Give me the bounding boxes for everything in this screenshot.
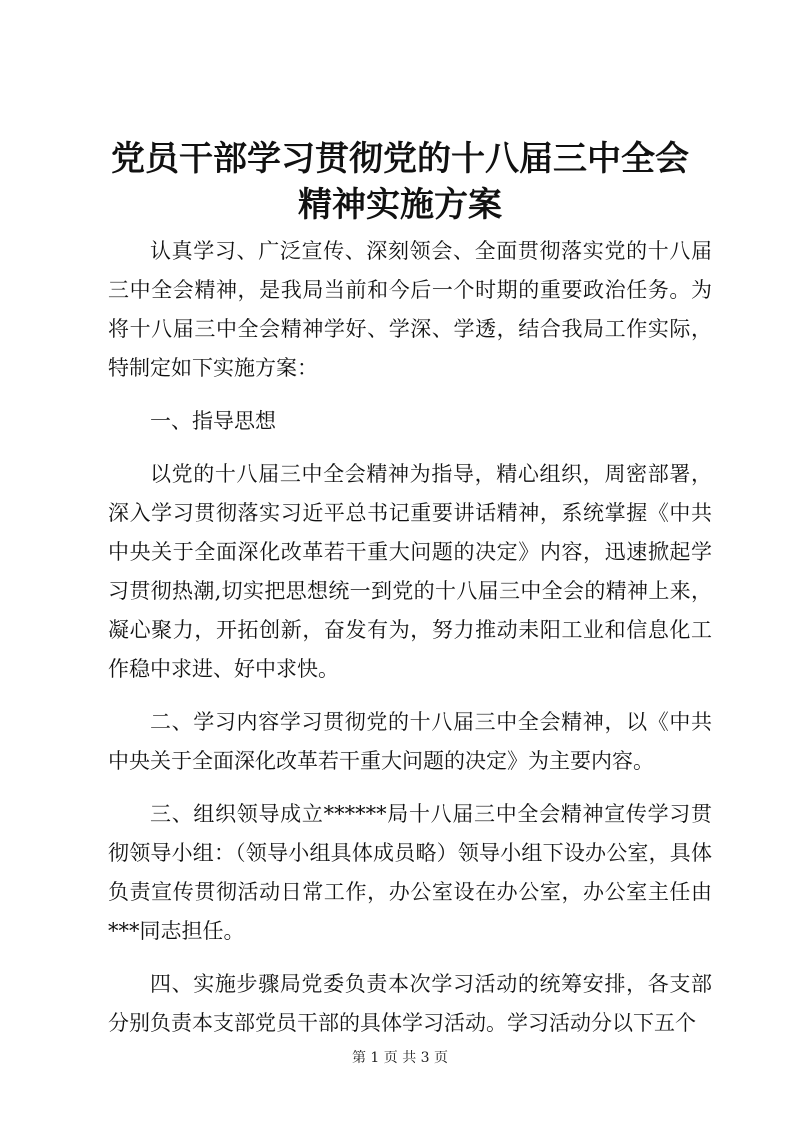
paragraph-organization: 三、组织领导成立******局十八届三中全会精神宣传学习贯彻领导小组：（领导小组具体成员略）领导小组下设办公室，具体负责宣传贯彻活动日常工作，办公室设在办公室，办公室主任由***同志担任。 bbox=[108, 802, 712, 943]
paragraph-guiding-ideology: 以党的十八届三中全会精神为指导，精心组织，周密部署，深入学习贯彻落实习近平总书记重要讲话精神，系统掌握《中共中央关于全面深化改革若干重大问题的决定》内容，迅速掀起学习贯彻热潮,切实把思想统一到党的十八届三中全会的精神上来，凝心聚力，开拓创新，奋发有为，努力推动耒阳工业和信息化工作稳中求进、好中求快。 bbox=[108, 462, 712, 681]
paragraph-study-content: 二、学习内容学习贯彻党的十八届三中全会精神，以《中共中央关于全面深化改革若干重大问题的决定》为主要内容。 bbox=[108, 710, 712, 773]
section-heading-guiding-ideology: 一、指导思想 bbox=[150, 409, 276, 433]
page-number-footer: 第 1 页 共 3 页 bbox=[351, 1050, 449, 1066]
paragraph-implementation-steps: 四、实施步骤局党委负责本次学习活动的统筹安排，各支部分别负责本支部党员干部的具体学习活动。学习活动分以下五个 bbox=[108, 972, 712, 1035]
document-title: 党员干部学习贯彻党的十八届三中全会精神实施方案 bbox=[111, 139, 689, 225]
document-body bbox=[108, 232, 712, 1043]
paragraph-intro: 认真学习、广泛宣传、深刻领会、全面贯彻落实党的十八届三中全会精神，是我局当前和今后一个时期的重要政治任务。为将十八届三中全会精神学好、学深、学透，结合我局工作实际，特制定如下实施方案： bbox=[108, 239, 712, 380]
